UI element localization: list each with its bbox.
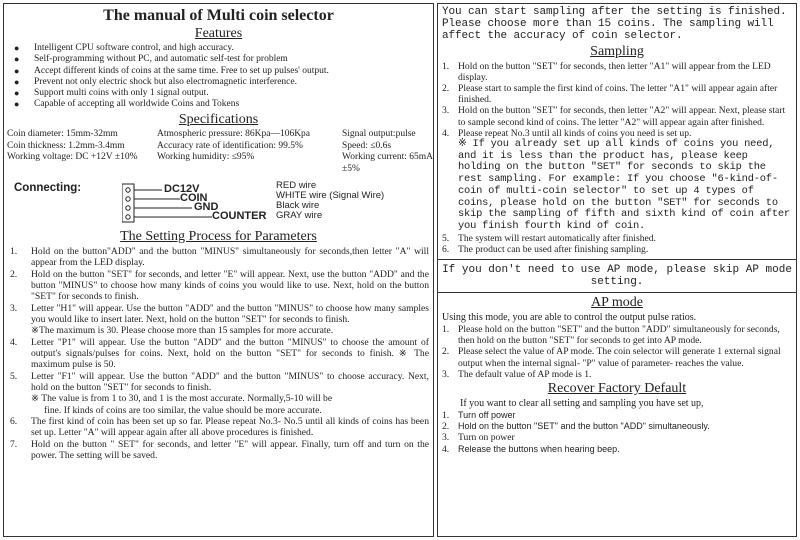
connecting-label: Connecting: (14, 181, 82, 194)
wire-label: GRAY wire (276, 209, 323, 221)
page-title: The manual of Multi coin selector (103, 7, 334, 24)
spec-row: Coin diameter: 15mm-32mm Atmospheric pressure: 86Kpa—106Kpa Signal output:pulse (7, 128, 416, 139)
list-item: ● Self-programming without PC, and automatic self-test for problem (14, 54, 288, 65)
list-item: ● Prevent not only electric shock but also electromagnetic interference. (14, 76, 297, 87)
wire-label: RED wire (276, 179, 317, 191)
list-item: 1. Turn off power (442, 410, 516, 422)
bullet-icon: ● (14, 65, 20, 76)
note-text: ※The maximum is 30. Please choose more than 15 samples for more accurate. (31, 325, 334, 337)
sampling-heading: Sampling (590, 43, 644, 59)
list-item: 6. The product can be used after finishing sampling. (442, 243, 649, 255)
list-item: ● Intelligent CPU software control, and high accuracy. (14, 43, 234, 53)
pin-label: COUNTER (212, 209, 267, 222)
wire-label: WHITE wire (Signal Wire) (276, 189, 385, 201)
features-list (4, 43, 433, 111)
bullet-icon: ● (14, 88, 20, 99)
list-item: 6. The first kind of coin has been set up so far. Please repeat No.3- No.5 until all kinds of coins has been set up. Letter "A" will appear again after all above procedures is finished. (10, 416, 429, 439)
pin-label: COIN (180, 191, 208, 204)
list-item: ● Accept different kinds of coins at the same time. Free to set up pulses' output. (14, 65, 329, 76)
pin-label: DC12V (164, 182, 200, 195)
specs-table (4, 129, 433, 176)
right-column (437, 3, 797, 537)
list-item: 4. Please repeat No.3 until all kinds of coins you need is set up. (442, 127, 692, 139)
spec-row: Coin thickness: 1.2mm-3.4mm Accuracy rate of identification: 99.5% Speed: ≤0.6s (7, 140, 392, 151)
recover-heading: Recover Factory Default (547, 381, 687, 397)
list-item: 1. Hold on the button"ADD" and the button "MINUS" simultaneously for seconds,then letter "A" will appear from the LED display. (10, 245, 429, 269)
note-text: fine. If kinds of coins are too similar, the value should be more accurate. (44, 404, 322, 416)
list-item: 7. Hold on the button " SET" for seconds, and letter "E" will appear. Finally, turn off and turn on the power. The setting will be saved. (10, 438, 429, 462)
list-item: 3. Hold on the button "SET" for seconds, then letter "A2" will appear. Next, please start to sample second kind of coins. The letter "A2" will appear again after finished. (442, 105, 786, 128)
features-heading: Features (194, 26, 243, 41)
list-item: 1. Please hold on the button "SET" and the button "ADD" simultaneously for seconds, then hold on the button "SET" for seconds to get into AP mode. (442, 324, 780, 347)
wire-label: Black wire (276, 199, 320, 211)
list-item: 5. Letter "F1" will appear. Use the button "ADD" and the button "MINUS" to choose accuracy. Next, hold on the button "SET" for seconds to finish. (10, 370, 429, 394)
list-item: 2. Hold on the button "SET" and the button "ADD" simultaneously. (442, 421, 710, 433)
list-item: 4. Letter "P1" will appear. Use the button "ADD" and the button "MINUS" to choose the amount of output's signals/pulses for coins. Next, hold on the button "SET" for seconds to finish. ※ The maximum pulse is 50. (10, 336, 429, 371)
sampling-intro: You can start sampling after the setting is finished. Please choose more than 15 coins. The sampling will affect the accuracy of coin selector. (442, 6, 787, 43)
recover-steps (438, 410, 796, 455)
list-item: ● Capable of accepting all worldwide Coins and Tokens (14, 99, 240, 110)
list-item: 3. Turn on power (442, 432, 515, 444)
bullet-icon: ● (14, 43, 20, 53)
bullet-icon: ● (14, 99, 20, 110)
list-item: 1. Hold on the button "SET" for seconds, then letter "A1" will appear from the LED display. (442, 60, 771, 83)
note-text: ※ The value is from 1 to 30, and 1 is the most accurate. Normally,5-10 will be (31, 393, 333, 405)
list-item: 2. Please start to sample the first kind of coins. The letter "A1" will appear again after finished. (442, 83, 778, 106)
specifications-heading: Specifications (178, 111, 259, 127)
list-item: ● Support multi coins with only 1 signal output. (14, 88, 209, 99)
pin-label: GND (194, 200, 219, 213)
skip-ap-notice: If you don't need to use AP mode, please skip AP mode setting. (438, 259, 796, 293)
list-item: 2. Hold on the button "SET" for seconds, and letter "E" will appear. Next, use the button "ADD" and the button "MINUS" to choose how many kinds of coins you would like to use. Next, hold on the button "SET" for seconds to finish. (10, 268, 429, 303)
connection-diagram (4, 178, 433, 228)
recover-intro: If you want to clear all setting and sampling you have set up, (460, 398, 704, 410)
ap-mode-heading: AP mode (591, 295, 643, 311)
list-item: 3. The default value of AP mode is 1. (442, 368, 592, 380)
list-item: 4. Release the buttons when hearing beep. (442, 443, 620, 455)
bullet-icon: ● (14, 54, 20, 65)
setting-steps (4, 246, 433, 462)
sampling-note: ※ If you already set up all kinds of coins you need, and it is less than the product has, please keep holding on the button "SET" for seconds to skip the rest sampling. For example: If you choose "6-kind-of-coin of multi-coin selector" to set up 4 types of coins, please hold on the button "SET" for seconds to skip the sampling of fifth and sixth kind of coin after you finish fourth kind of coin. (458, 138, 790, 232)
sampling-steps (438, 61, 796, 255)
ap-intro: Using this mode, you are able to control the output pulse ratios. (442, 312, 697, 324)
list-item: 5. The system will restart automatically after finished. (442, 232, 656, 244)
bullet-icon: ● (14, 76, 20, 87)
left-column (3, 3, 434, 537)
setting-process-heading: The Setting Process for Parameters (120, 228, 317, 244)
ap-steps (438, 324, 796, 380)
list-item: 3. Letter "H1" will appear. Use the button "ADD" and the button "MINUS" to choose how many samples you would like to insert later. Next, hold on the button "SET" for seconds to finish. (10, 302, 429, 326)
spec-row: Working voltage: DC +12V ±10% Working humidity: ≤95% Working current: 65mA ±5% (7, 152, 433, 175)
list-item: 2. Please select the value of AP mode. The coin selector will generate 1 external signal output when the internal signal- "P" value of parameter- reaches the value. (442, 346, 781, 369)
